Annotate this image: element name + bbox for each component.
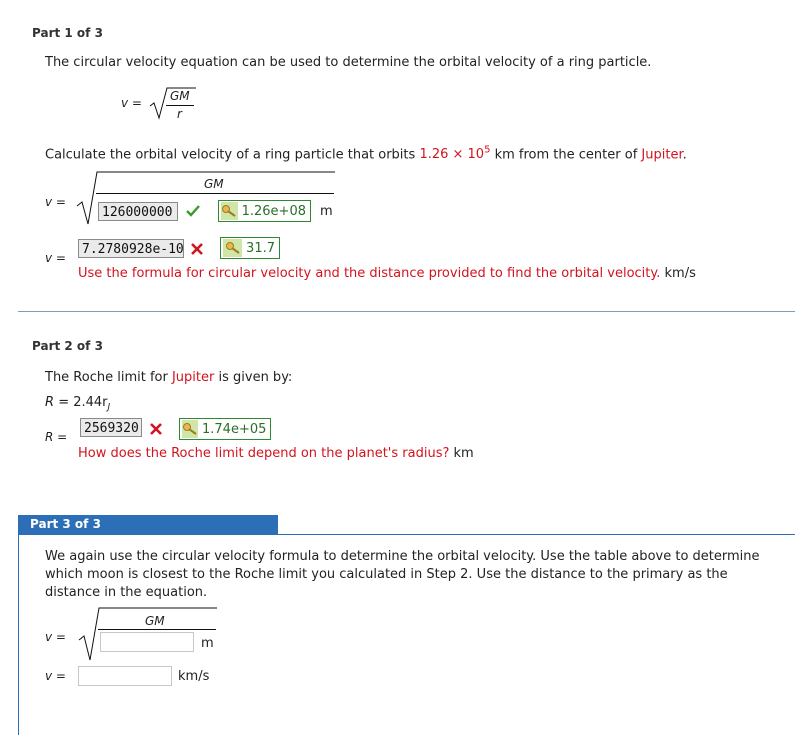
part2-unit: km [453,446,474,461]
row2-feedback [78,266,696,281]
part2-feedback [78,446,474,461]
roche-formula: $R = 2.44r_J$ [45,395,111,413]
part3-row1-unit: m [201,636,214,651]
row2-answer-field[interactable]: 7.2780928e-10 [78,239,184,258]
part3-intro-line2: which moon is closest to the Roche limit you calculated in Step 2. Use the distance to the primary as the [45,567,728,582]
row1-answer-key[interactable]: 1.26e+08 [218,200,311,222]
row2-hint: Use the formula for circular velocity and the distance provided to find the orbital velocity. [78,266,661,281]
formula-numerator: GM [170,89,190,103]
row2-lhs: v = [45,251,66,265]
part1-question: Calculate the orbital velocity of a ring particle that orbits $1.26 \times 10^5$ km from the center of Jupiter. [45,145,687,163]
question-planet: Jupiter [641,147,683,163]
cross-icon [190,242,204,256]
part3-intro-line3: distance in the equation. [45,585,208,600]
part3-distance-input[interactable] [100,632,194,652]
part3-row2-unit: km/s [178,669,210,684]
row1-answer-field[interactable]: 126000000 [98,202,178,221]
formula-denominator: r [177,107,182,121]
formula-fraction-line [166,105,194,106]
part2-planet: Jupiter [171,370,215,385]
key-icon [223,239,242,257]
part1-divider [18,311,795,312]
part2-hint: How does the Roche limit depend on the planet's radius? [78,446,450,461]
part3-row1-numerator: GM [145,614,165,628]
part3-intro-line1: We again use the circular velocity formula to determine the orbital velocity. Use the table above to determine [45,549,760,564]
row1-fraction-line [96,193,334,194]
key-icon [182,420,198,438]
part3-title: Part 3 of 3 [18,515,278,534]
cross-icon [149,422,163,436]
part2-title: Part 2 of 3 [32,339,103,353]
part2-answer-key[interactable]: 1.74e+05 [179,418,271,440]
part3-row2-lhs: v = [45,669,66,683]
row2-unit: km/s [664,266,696,281]
row1-numerator: GM [204,177,224,191]
part3-velocity-input[interactable] [78,666,172,686]
part2-answer-field[interactable]: 2569320 [80,418,142,437]
formula-lhs: v = [121,96,142,110]
part3-row1-lhs: v = [45,630,66,644]
part3-fraction-line [98,629,216,630]
row1-lhs: v = [45,195,66,209]
row2-answer-key[interactable]: 31.7 [220,237,280,259]
part2-row-lhs: R = [45,430,68,444]
row1-unit: m [320,204,333,219]
checkmark-icon [185,204,201,218]
part1-title: Part 1 of 3 [32,26,103,40]
part1-intro: The circular velocity equation can be used to determine the orbital velocity of a ring particle. [45,55,652,70]
part2-intro: The Roche limit for Jupiter is given by: [45,370,293,385]
question-value: $1.26 \times 10^5$ [419,145,491,163]
key-icon [221,202,238,220]
